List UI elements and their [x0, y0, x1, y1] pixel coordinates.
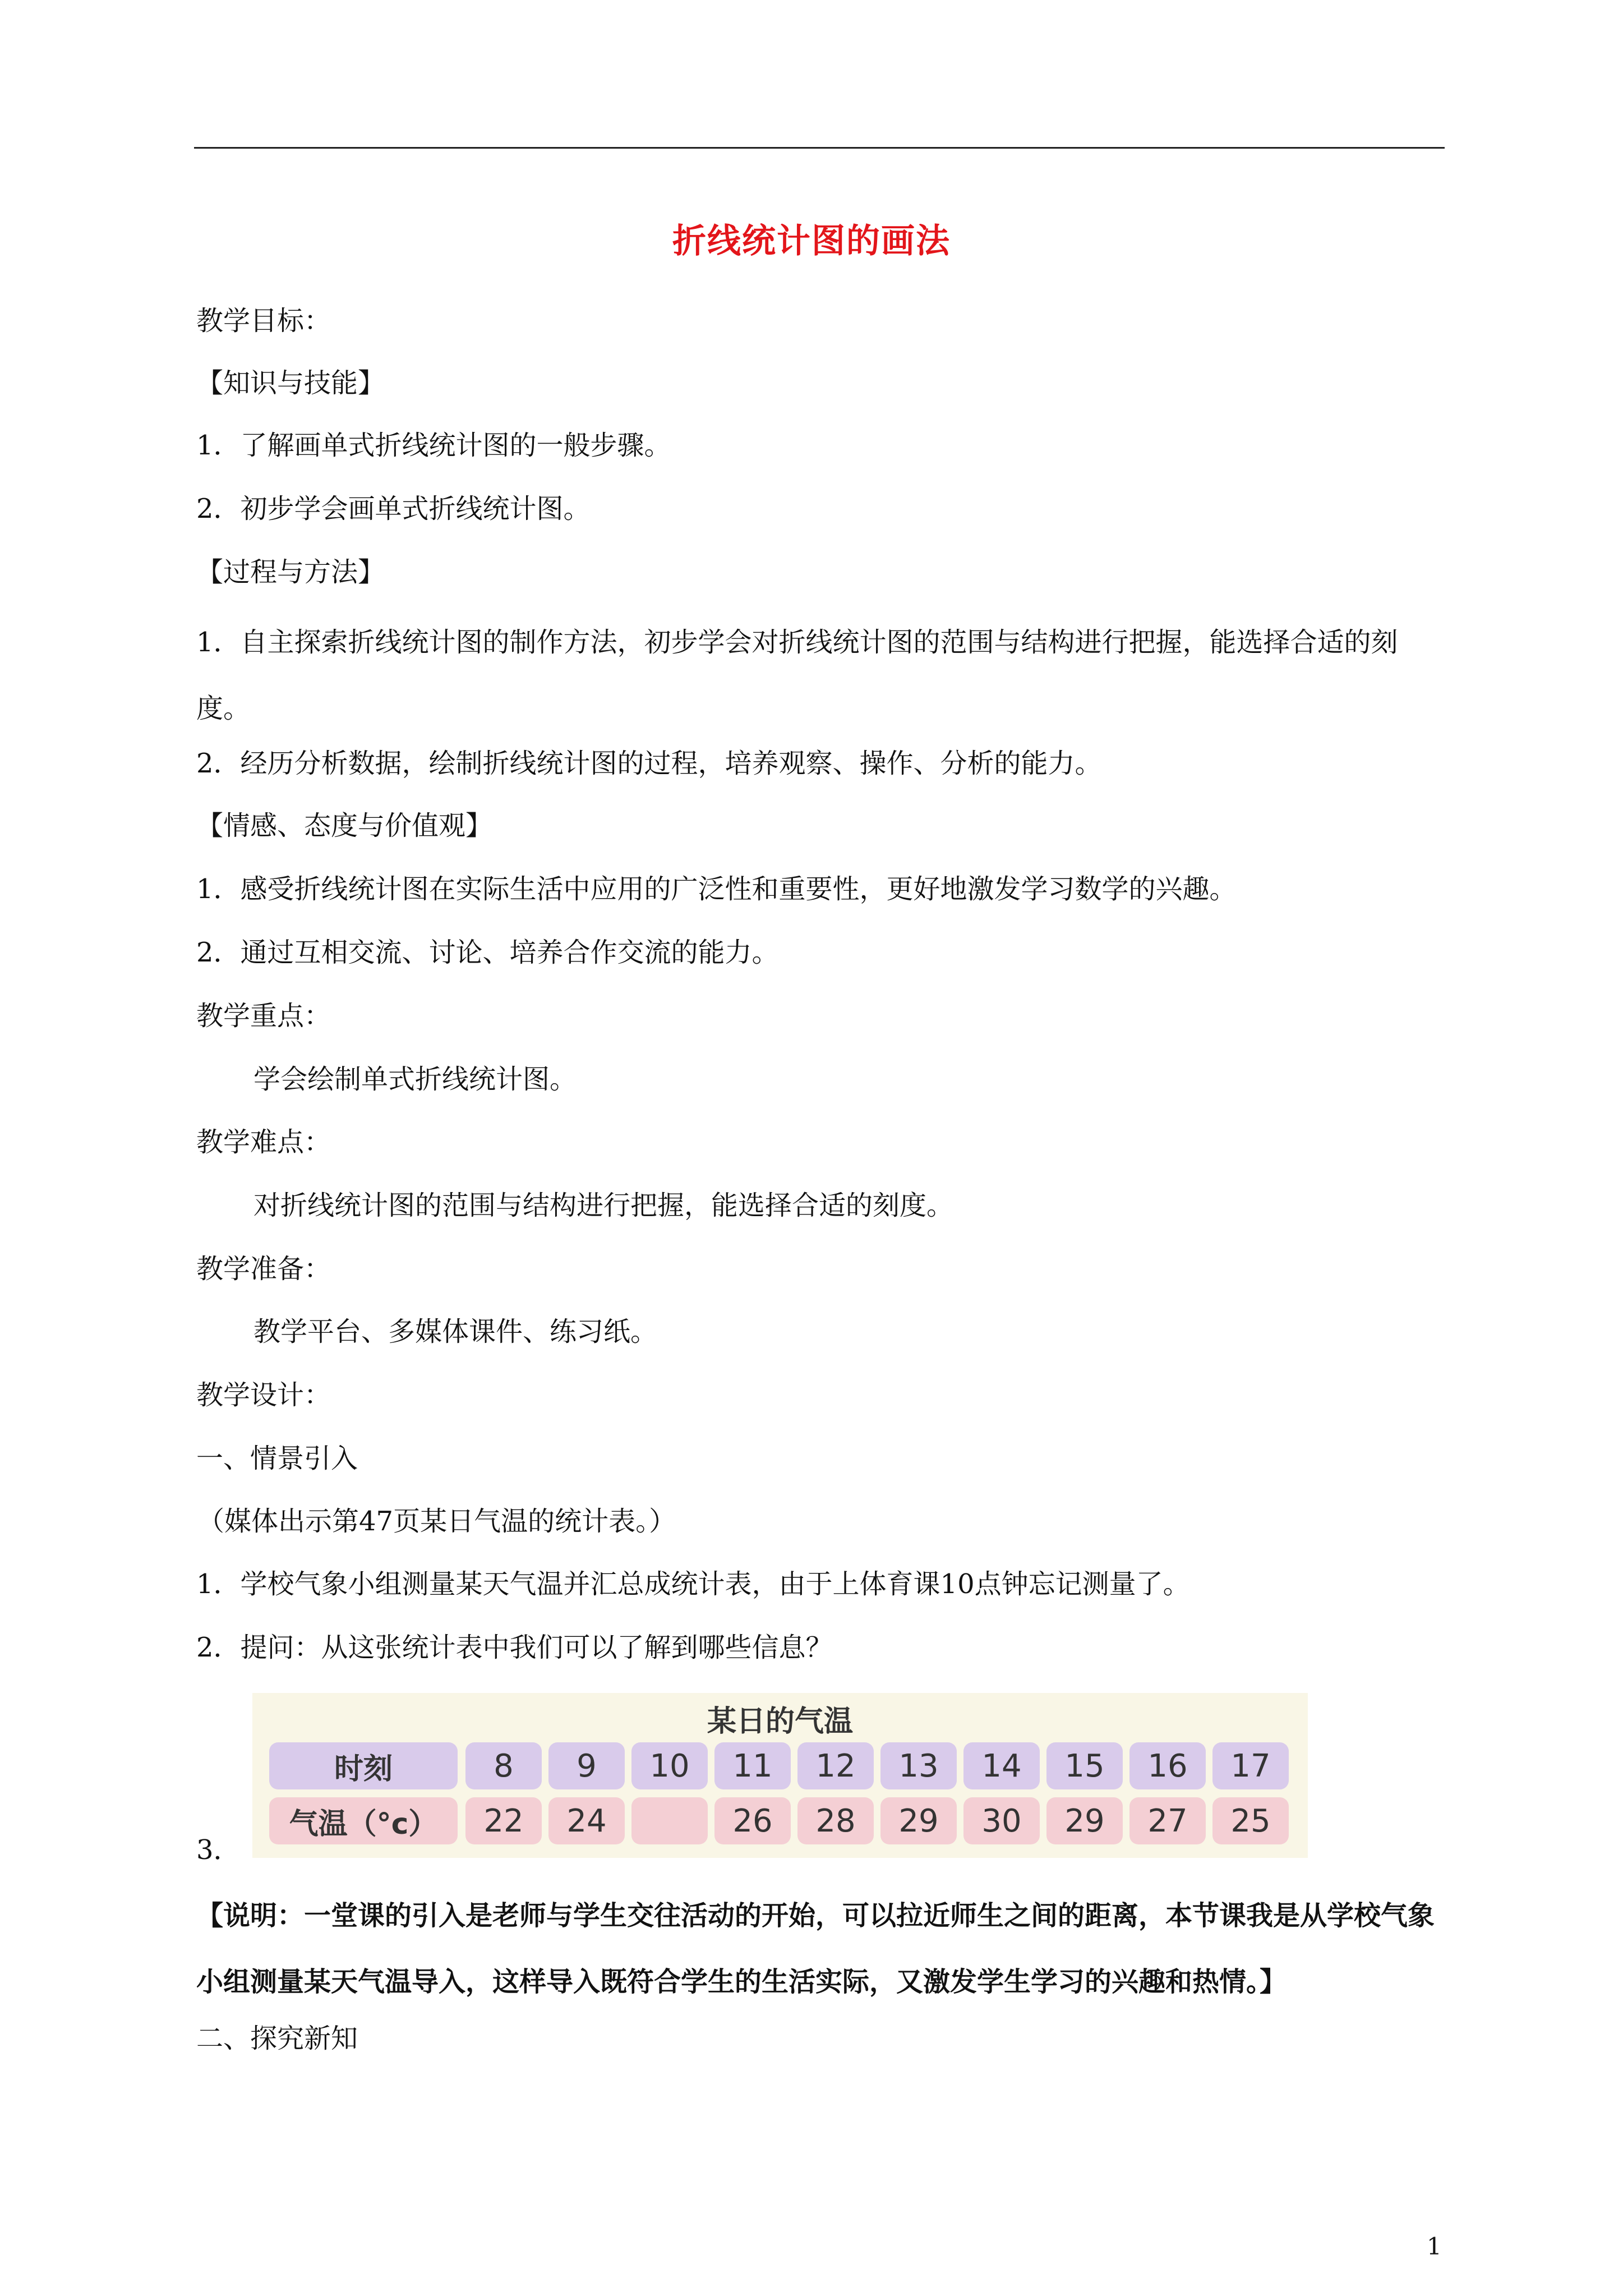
page-title: 折线统计图的画法	[672, 222, 951, 261]
hour-cell: 13	[880, 1742, 957, 1789]
temp-cell: 29	[880, 1797, 957, 1844]
temp-cell	[631, 1797, 708, 1844]
text-line: 2．初步学会画单式折线统计图。	[196, 493, 591, 524]
row-header-time: 时刻	[269, 1742, 458, 1789]
table-title: 某日的气温	[707, 1705, 853, 1738]
text-line: 【知识与技能】	[196, 367, 385, 399]
text-line: 【情感、态度与价值观】	[196, 810, 493, 841]
text-line: 教学平台、多媒体课件、练习纸。	[253, 1316, 658, 1347]
header-rule	[194, 147, 1445, 149]
text-line: 1．学校气象小组测量某天气温并汇总成统计表，由于上体育课10点钟忘记测量了。	[196, 1568, 1190, 1600]
hour-cell: 16	[1129, 1742, 1206, 1789]
temp-cell: 29	[1046, 1797, 1123, 1844]
hour-cell: 14	[963, 1742, 1040, 1789]
text-line: 学会绘制单式折线统计图。	[253, 1064, 577, 1095]
text-line: 2．提问：从这张统计表中我们可以了解到哪些信息？	[196, 1632, 833, 1663]
hour-cell: 12	[797, 1742, 874, 1789]
temp-cell: 26	[714, 1797, 791, 1844]
text-line: 教学目标：	[196, 305, 331, 337]
text-line: 教学准备：	[196, 1253, 331, 1285]
temperature-table-image	[252, 1693, 1308, 1858]
temp-cell: 22	[465, 1797, 542, 1844]
hour-cell: 15	[1046, 1742, 1123, 1789]
page-number: 1	[1427, 2233, 1442, 2260]
text-line: 教学难点：	[196, 1126, 331, 1158]
hour-cell: 10	[631, 1742, 708, 1789]
text-paragraph: 1．自主探索折线统计图的制作方法，初步学会对折线统计图的范围与结构进行把握，能选择合适的刻度。	[196, 627, 1398, 724]
temp-cell: 27	[1129, 1797, 1206, 1844]
text-line: 2．经历分析数据，绘制折线统计图的过程，培养观察、操作、分析的能力。	[196, 748, 1102, 779]
text-line: 对折线统计图的范围与结构进行把握，能选择合适的刻度。	[253, 1190, 954, 1221]
text-line: 3．	[196, 1834, 241, 1866]
row-header-temperature: 气温（°c）	[269, 1797, 458, 1844]
temp-cell: 25	[1212, 1797, 1289, 1844]
hour-cell: 17	[1212, 1742, 1289, 1789]
text-line: 1．感受折线统计图在实际生活中应用的广泛性和重要性，更好地激发学习数学的兴趣。	[196, 873, 1237, 905]
hour-cell: 9	[548, 1742, 625, 1789]
text-line: 一、情景引入	[196, 1443, 358, 1474]
text-line: 1．了解画单式折线统计图的一般步骤。	[196, 430, 671, 461]
temp-cell: 24	[548, 1797, 625, 1844]
text-line: （媒体出示第47页某日气温的统计表。）	[197, 1506, 676, 1537]
temp-cell: 30	[963, 1797, 1040, 1844]
note-paragraph: 【说明：一堂课的引入是老师与学生交往活动的开始，可以拉近师生之间的距离，本节课我是从学校气象小组测量某天气温导入，这样导入既符合学生的生活实际，又激发学生学习的兴趣和热情。】	[196, 1900, 1435, 1998]
section-heading: 二、探究新知	[196, 2023, 358, 2054]
text-line: 2．通过互相交流、讨论、培养合作交流的能力。	[196, 937, 779, 968]
hour-cell: 11	[714, 1742, 791, 1789]
text-line: 【过程与方法】	[196, 556, 385, 588]
text-line: 教学重点：	[196, 1000, 331, 1032]
hour-cell: 8	[465, 1742, 542, 1789]
text-line: 教学设计：	[196, 1379, 331, 1411]
temp-cell: 28	[797, 1797, 874, 1844]
